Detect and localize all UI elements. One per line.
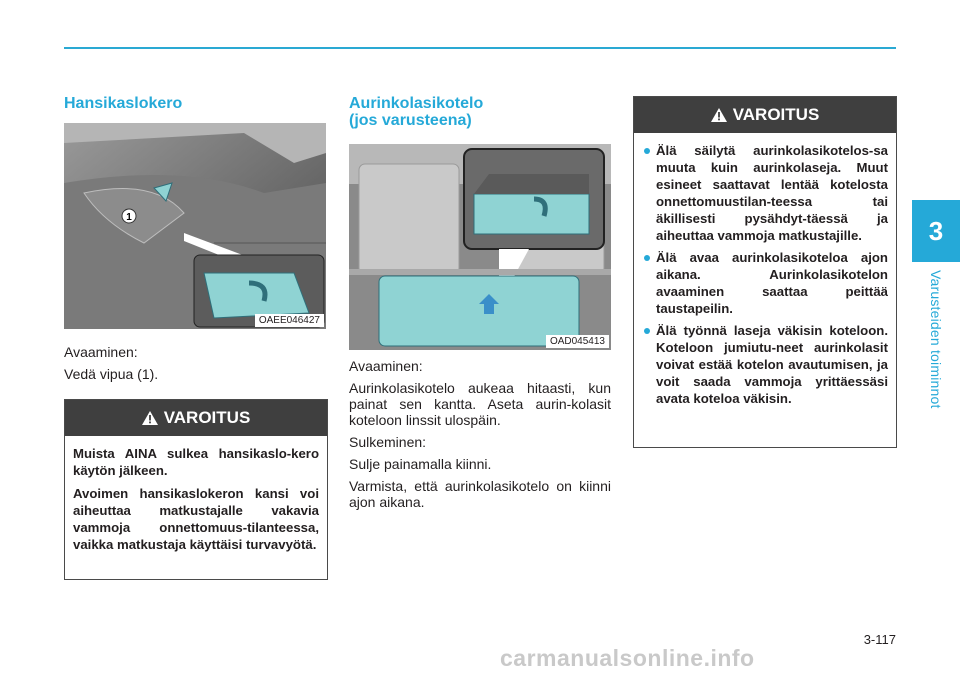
warning-paragraph: Avoimen hansikaslokeron kansi voi aiheuttaa matkustajalle vakavia vammoja onnettomuus-tilanteessa, vaikka matkustaja käyttäisi turvavyötä. [73, 486, 319, 552]
glove-box-illustration [64, 123, 326, 329]
warning-list-item: Älä avaa aurinkolasikoteloa ajon aikana. Aurinkolasikotelon avaaminen saattaa peittää taustapeilin. [642, 249, 888, 317]
heading-line: Aurinkolasikotelo [349, 95, 484, 112]
chapter-tab [912, 200, 960, 262]
paragraph: Sulkeminen: [349, 434, 427, 450]
warning-list-item: Älä säilytä aurinkolasikotelos-sa muuta kuin aurinkolaseja. Muut esineet saattavat lentää kotelosta onnettomuustilan-teessa tai äkillisesti pysähdyt-täessä ja aiheuttaa vammoja matkustajille. [642, 142, 888, 244]
warning-box-sunglass-holder [633, 96, 897, 448]
warning-header [634, 97, 896, 133]
warning-body [65, 436, 327, 565]
warning-paragraph: Muista AINA sulkea hansikaslo-kero käytön jälkeen. [73, 446, 319, 478]
glove-box-instructions [64, 344, 326, 382]
watermark: carmanualsonline.info [500, 645, 755, 671]
sunglass-holder-illustration [349, 144, 611, 350]
figure-code: OAD045413 [546, 335, 609, 348]
paragraph: Vedä vipua (1). [64, 366, 159, 382]
glove-box-drawing [64, 123, 326, 329]
warning-box-glove-box [64, 399, 328, 580]
sunglass-holder-drawing [349, 144, 611, 350]
paragraph: Varmista, että aurinkolasikotelo on kiinni ajon aikana. [349, 478, 611, 510]
warning-header [65, 400, 327, 436]
paragraph: Sulje painamalla kiinni. [349, 456, 492, 472]
warning-triangle-icon [142, 411, 158, 425]
chapter-side-label: Varusteiden toiminnot [928, 270, 944, 409]
column-sunglass-holder [349, 95, 611, 516]
section-heading-glove-box: Hansikaslokero [64, 95, 183, 112]
column-glove-box [64, 95, 326, 388]
paragraph: Aurinkolasikotelo aukeaa hitaasti, kun painat sen kantta. Aseta aurin-kolasit koteloon linssit ulospäin. [349, 380, 611, 428]
warning-body [634, 133, 896, 418]
chapter-number: 3 [928, 215, 944, 246]
paragraph: Avaaminen: [64, 344, 138, 360]
warning-title: VAROITUS [732, 105, 820, 124]
page-number: 3-117 [863, 632, 896, 647]
warning-triangle-icon [711, 108, 727, 122]
callout-number: 1 [126, 212, 132, 223]
figure-code: OAEE046427 [255, 314, 324, 327]
top-rule [64, 47, 896, 49]
sunglass-holder-instructions [349, 358, 611, 510]
section-heading-sunglass-holder [349, 95, 611, 129]
warning-list-item: Älä työnnä laseja väkisin koteloon. Koteloon jumiutu-neet aurinkolasit voivat estää kotelon avautumisen, ja voit saada vammoja yrittäessäsi avata koteloa väkisin. [642, 322, 888, 407]
warning-title: VAROITUS [163, 408, 251, 427]
heading-line: (jos varusteena) [349, 112, 472, 129]
warning-list [642, 142, 888, 407]
paragraph: Avaaminen: [349, 358, 423, 374]
